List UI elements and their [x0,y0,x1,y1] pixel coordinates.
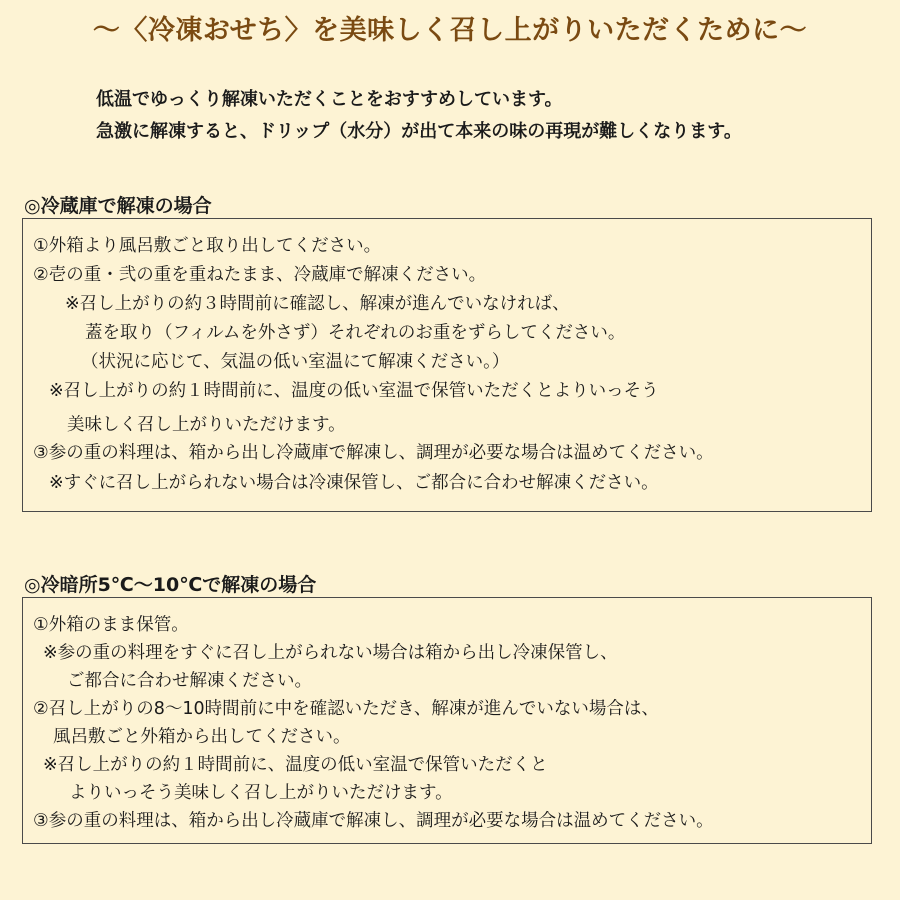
section-heading-refrigerator: ◎冷蔵庫で解凍の場合 [24,195,212,217]
instruction-step-1: ①外箱より風呂敷ごと取り出してください。 [33,236,382,256]
instruction-note: ※召し上がりの約１時間前に、温度の低い室温で保管いただくとよりいっそう [49,381,659,401]
instruction-note: 蓋を取り（フィルムを外さず）それぞれのお重をずらしてください。 [85,323,626,343]
refrigerator-instructions-box [22,218,872,512]
instruction-step-2: ②召し上がりの8〜10時間前に中を確認いただき、解凍が進んでいない場合は、 [33,699,659,719]
instruction-step-3: ③参の重の料理は、箱から出し冷蔵庫で解凍し、調理が必要な場合は温めてください。 [33,811,714,831]
instruction-note: ※召し上がりの約３時間前に確認し、解凍が進んでいなければ、 [65,294,570,314]
instruction-note: （状況に応じて、気温の低い室温にて解凍ください。） [81,352,510,372]
instruction-note: ※召し上がりの約１時間前に、温度の低い室温で保管いただくと [43,755,548,775]
instruction-note: 美味しく召し上がりいただけます。 [67,415,346,435]
section-heading-cool-dark-place: ◎冷暗所5℃〜10℃で解凍の場合 [24,574,317,596]
instruction-step-3: ③参の重の料理は、箱から出し冷蔵庫で解凍し、調理が必要な場合は温めてください。 [33,443,714,463]
instruction-note: ※すぐに召し上がられない場合は冷凍保管し、ご都合に合わせ解凍ください。 [49,473,659,493]
intro-line: 急激に解凍すると、ドリップ（水分）が出て本来の味の再現が難しくなります。 [96,121,742,142]
instruction-note: ※参の重の料理をすぐに召し上がられない場合は箱から出し冷凍保管し、 [43,643,618,663]
instruction-step-2: ②壱の重・弐の重を重ねたまま、冷蔵庫で解凍ください。 [33,265,487,285]
intro-text [96,84,742,148]
page-title: 〜〈冷凍おせち〉を美味しく召し上がりいただくために〜 [92,15,808,46]
intro-line: 低温でゆっくり解凍いただくことをおすすめしています。 [96,89,563,110]
instruction-step-1: ①外箱のまま保管。 [33,615,189,635]
instruction-note: 風呂敷ごと外箱から出してください。 [53,727,351,747]
cool-dark-place-instructions-box [22,597,872,844]
instruction-note: ご都合に合わせ解凍ください。 [67,671,312,691]
instruction-note: よりいっそう美味しく召し上がりいただけます。 [69,783,453,803]
